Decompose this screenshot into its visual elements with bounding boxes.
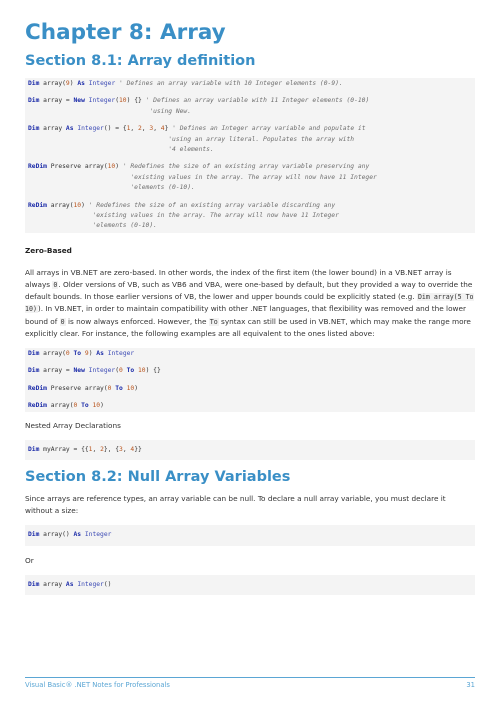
code-token: ( <box>115 97 120 105</box>
code-token: Dim <box>28 97 40 105</box>
code-token: As <box>65 125 74 133</box>
code-token: array( <box>39 80 66 87</box>
code-token: To <box>81 402 89 410</box>
code-token: ' Redefines the size of an existing array variable discarding any <box>88 201 336 209</box>
code-line <box>28 580 472 590</box>
code-token: 1 <box>88 445 93 453</box>
code-token: Integer <box>77 581 104 589</box>
code-token: myArray = {{ <box>39 445 89 453</box>
code-token: ) <box>88 349 97 357</box>
code-token: 'existing values in the array. The array will now have 11 Integer <box>28 211 339 219</box>
code-gap <box>28 89 472 96</box>
code-token: ) <box>134 384 139 392</box>
chapter-title: Chapter 8: Array <box>25 20 226 45</box>
code-line <box>28 96 472 106</box>
code-token: () = { <box>103 125 127 133</box>
code-token: ) <box>81 201 89 209</box>
code-token: () <box>103 581 112 589</box>
code-token: ' Redefines the size of an existing array variable preserving any <box>122 163 370 171</box>
code-token: 9 <box>84 349 89 357</box>
inline-code: 0 <box>53 280 58 289</box>
code-token: , <box>122 445 131 453</box>
code-token: Dim <box>28 367 40 375</box>
code-token: 'using an array literal. Populates the array with <box>28 135 355 143</box>
inline-code: To <box>209 317 218 326</box>
code-gap <box>28 117 472 124</box>
code-line <box>28 135 472 145</box>
code-line <box>28 211 472 221</box>
zero-based-paragraph: All arrays in VB.NET are zero-based. In other words, the index of the first item (the lower bound) in a VB.NET array is always 0. Older versions of VB, such as VB6 and VBA, were one-based by default, but they provided a way to override the default bounds. In those earlier versions of VB, the lower and upper bounds could be explicitly stated (e.g. Dim array(5 To 10)). In VB.NET, in order to maintain compatibility with other .NET languages, that flexibility was removed and the lower bound of 0 is now always enforced. However, the To syntax can still be used in VB.NET, which may make the range more explicitly clear. For instance, the following examples are all equivalent to the ones listed above: <box>25 267 474 338</box>
code-gap <box>28 194 472 201</box>
code-token: Dim <box>28 80 40 87</box>
code-token: ) {} <box>126 97 146 105</box>
code-token: Integer <box>88 97 116 105</box>
code-token: Preserve array( <box>46 163 108 171</box>
code-token: ' Defines an array variable with 11 Integer elements (0-10) <box>145 97 370 105</box>
code-token: 0 <box>119 367 123 375</box>
zero-based-heading: Zero-Based <box>25 245 72 255</box>
code-token: 10 <box>107 163 116 171</box>
code-token: ReDim <box>28 402 47 410</box>
code-token: ) <box>100 402 104 410</box>
code-token: 'elements (0-10). <box>28 222 157 230</box>
code-token: 10 <box>119 97 127 105</box>
code-gap <box>28 377 472 384</box>
code-token: 0 <box>73 402 78 410</box>
code-token: As <box>96 349 104 357</box>
code-token: New <box>73 367 85 375</box>
code-token: }} <box>134 445 142 453</box>
code-block-to-syntax <box>25 348 475 413</box>
code-token: As <box>77 80 85 87</box>
code-token: 3 <box>149 125 154 133</box>
code-token: Dim <box>28 531 40 539</box>
code-line <box>28 145 472 155</box>
code-token: 4 <box>130 445 135 453</box>
code-token: As <box>65 581 74 589</box>
code-token: array <box>39 581 66 589</box>
code-token: Dim <box>28 349 40 357</box>
code-token: ) {} <box>145 367 161 375</box>
code-token: ReDim <box>28 384 47 392</box>
code-token: 'existing values in the array. The array will now have 11 Integer <box>28 173 377 181</box>
code-gap <box>28 359 472 366</box>
section-title-array-definition: Section 8.1: Array definition <box>25 53 256 69</box>
code-token: ( <box>115 367 120 375</box>
inline-code: Dim array(5 To 10) <box>25 293 474 314</box>
code-line <box>28 162 472 172</box>
code-token: Dim <box>28 445 40 453</box>
code-line <box>28 384 472 394</box>
inline-code: 0 <box>60 317 65 326</box>
code-token: } <box>164 125 173 133</box>
code-token: , <box>92 445 101 453</box>
code-token: 1 <box>126 125 131 133</box>
code-block-nested-array <box>25 440 475 460</box>
code-token: array( <box>46 402 74 410</box>
null-array-paragraph: Since arrays are reference types, an array variable can be null. To declare a null array variable, you must declare it without a size: <box>25 494 446 516</box>
code-token: ReDim <box>28 163 47 171</box>
code-token: ReDim <box>28 201 47 209</box>
code-line <box>28 183 472 193</box>
code-line <box>28 445 472 455</box>
code-line <box>28 221 472 231</box>
code-token: 10 <box>73 201 82 209</box>
code-token: 3 <box>119 445 123 453</box>
code-token: 2 <box>138 125 142 133</box>
code-line <box>28 124 472 134</box>
code-token: , <box>141 125 150 133</box>
code-token: Integer <box>107 349 135 357</box>
code-token: ) <box>69 80 78 87</box>
code-token: 0 <box>107 384 112 392</box>
code-token: Integer <box>88 80 116 87</box>
code-token: array( <box>46 201 74 209</box>
code-token: 10 <box>126 384 135 392</box>
nested-array-label: Nested Array Declarations <box>25 421 121 431</box>
code-token: Preserve array( <box>46 384 108 392</box>
code-token: Integer <box>77 125 104 133</box>
code-token: To <box>115 384 123 392</box>
code-token: Dim <box>28 581 40 589</box>
page-footer <box>25 677 475 689</box>
code-token: array() <box>39 531 74 539</box>
code-line <box>28 79 472 89</box>
code-token: 4 <box>160 125 165 133</box>
code-token: 'using New. <box>28 107 192 115</box>
code-line <box>28 366 472 376</box>
code-token: ) <box>115 163 123 171</box>
code-line <box>28 107 472 117</box>
code-token: To <box>73 349 82 357</box>
code-token: '4 elements. <box>28 145 214 153</box>
code-token: 0 <box>65 349 70 357</box>
code-line <box>28 201 472 211</box>
code-token: As <box>73 531 82 539</box>
code-token: 2 <box>100 445 104 453</box>
footer-book-title: Visual Basic® .NET Notes for Professionals <box>25 681 170 689</box>
code-token: To <box>126 367 135 375</box>
section-title-null-array: Section 8.2: Null Array Variables <box>25 469 291 486</box>
code-token: New <box>73 97 85 105</box>
code-token: , <box>130 125 138 133</box>
code-token: array <box>39 125 66 133</box>
code-token: Dim <box>28 125 40 133</box>
code-token: , <box>153 125 161 133</box>
code-line <box>28 173 472 183</box>
code-token: array( <box>39 349 66 357</box>
code-gap <box>28 394 472 401</box>
code-block-null-array-1 <box>25 525 475 545</box>
code-line <box>28 401 472 411</box>
code-block-array-definition <box>25 78 475 233</box>
or-label: Or <box>25 555 34 565</box>
code-token: ' Defines an array variable with 10 Integer elements (0-9). <box>119 80 343 87</box>
code-block-null-array-2 <box>25 575 475 595</box>
code-line <box>28 349 472 359</box>
code-token: 10 <box>138 367 146 375</box>
code-token: Integer <box>88 367 116 375</box>
code-token: array = <box>39 367 74 375</box>
page-content <box>25 18 475 595</box>
code-token: 9 <box>65 80 70 87</box>
code-token: 'elements (0-10). <box>28 184 195 192</box>
page-number: 31 <box>466 681 475 689</box>
code-token: 10 <box>92 402 101 410</box>
code-token: array = <box>39 97 74 105</box>
code-gap <box>28 155 472 162</box>
code-token: Integer <box>84 531 112 539</box>
code-token: ' Defines an Integer array variable and populate it <box>172 125 366 133</box>
code-line <box>28 530 472 540</box>
code-token: }, { <box>103 445 120 453</box>
